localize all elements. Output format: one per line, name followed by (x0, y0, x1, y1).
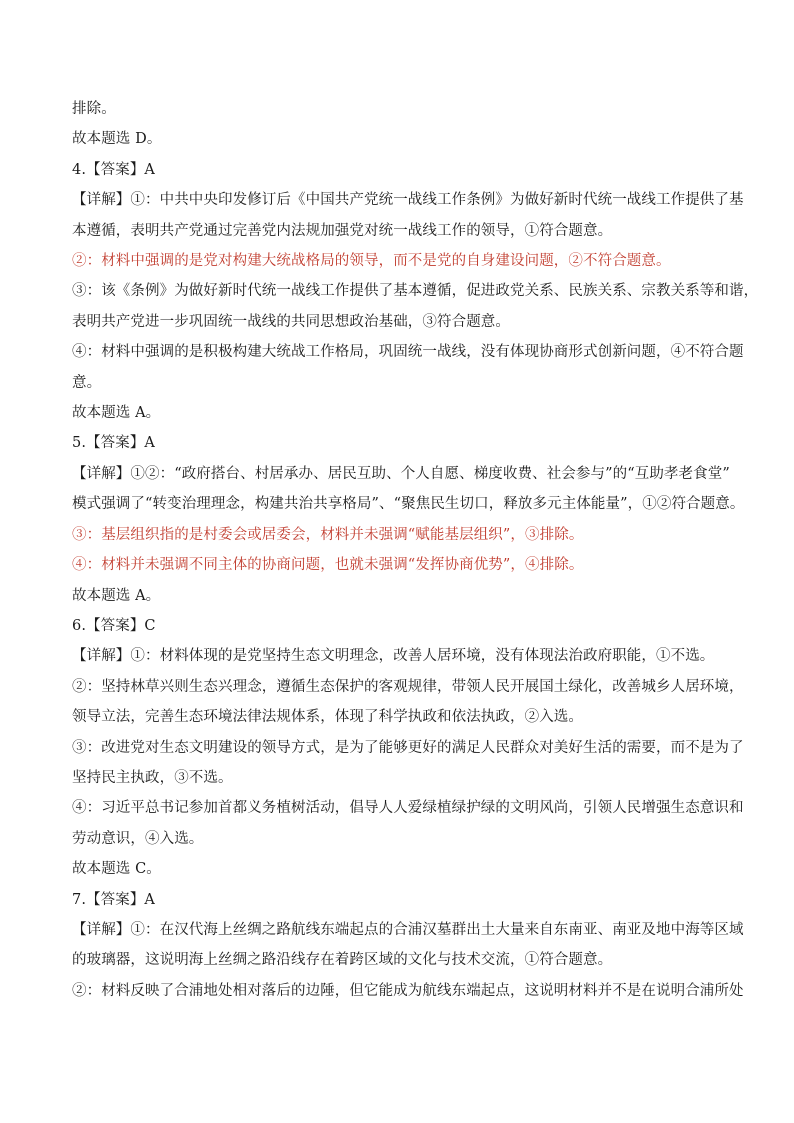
text-line: 【详解】①②：“政府搭台、村居承办、居民互助、个人自愿、梯度收费、社会参与”的“互助孝老食堂” (72, 465, 730, 482)
text-line: ④：材料并未强调不同主体的协商问题，也就未强调“发挥协商优势”，④排除。 (72, 557, 584, 574)
text-line: 7.【答案】A (72, 891, 156, 908)
text-line: 5.【答案】A (72, 435, 156, 452)
text-line: 【详解】①：中共中央印发修订后《中国共产党统一战线工作条例》为做好新时代统一战线工作提供了基 (72, 192, 744, 209)
text-line: 4.【答案】A (72, 161, 156, 178)
text-line: 模式强调了“转变治理理念，构建共治共享格局”、“聚焦民生切口，释放多元主体能量”，①②符合题意。 (72, 496, 745, 513)
text-line: 表明共产党进一步巩固统一战线的共同思想政治基础，③符合题意。 (72, 313, 510, 330)
text-line: ④：材料中强调的是积极构建大统战工作格局，巩固统一战线，没有体现协商形式创新问题，④不符合题 (72, 344, 744, 361)
text-line: 故本题选 D。 (72, 131, 162, 148)
text-line: ②：材料中强调的是党对构建大统战格局的领导，而不是党的自身建设问题，②不符合题意。 (72, 253, 671, 270)
text-line: 排除。 (72, 101, 116, 117)
text-line: 坚持民主执政，③不选。 (72, 769, 233, 786)
text-line: 6.【答案】C (72, 617, 156, 634)
document-body (72, 94, 759, 1006)
text-line: ③：基层组织指的是村委会或居委会，材料并未强调“赋能基层组织”，③排除。 (72, 526, 584, 543)
text-line: 本遵循，表明共产党通过完善党内法规加强党对统一战线工作的领导，①符合题意。 (72, 222, 613, 239)
text-line: 【详解】①：材料体现的是党坚持生态文明理念，改善人居环境，没有体现法治政府职能，①不选。 (72, 648, 715, 665)
text-line: 【详解】①：在汉代海上丝绸之路航线东端起点的合浦汉墓群出土大量来自东南亚、南亚及地中海等区域 (72, 921, 744, 938)
text-line: 领导立法，完善生态环境法律法规体系，体现了科学执政和依法执政，②入选。 (72, 709, 583, 726)
text-line: ②：材料反映了合浦地处相对落后的边陲，但它能成为航线东端起点，这说明材料并不是在说明合浦所处 (72, 982, 744, 999)
text-line: 故本题选 C。 (72, 861, 161, 878)
text-line: ③：改进党对生态文明建设的领导方式，是为了能够更好的满足人民群众对美好生活的需要，而不是为了 (72, 739, 744, 756)
text-line: 故本题选 A。 (72, 587, 161, 604)
text-line: 劳动意识，④入选。 (72, 830, 204, 847)
text-line: 故本题选 A。 (72, 405, 161, 422)
text-line: ③：该《条例》为做好新时代统一战线工作提供了基本遵循，促进政党关系、民族关系、宗教关系等和谐， (72, 283, 759, 300)
text-line: 的玻璃器，这说明海上丝绸之路沿线存在着跨区域的文化与技术交流，①符合题意。 (72, 952, 613, 969)
text-line: ④：习近平总书记参加首都义务植树活动，倡导人人爱绿植绿护绿的文明风尚，引领人民增强生态意识和 (72, 800, 744, 817)
text-line: ②：坚持林草兴则生态兴理念，遵循生态保护的客观规律，带领人民开展国土绿化，改善城乡人居环境， (72, 678, 744, 695)
text-line: 意。 (72, 374, 102, 391)
